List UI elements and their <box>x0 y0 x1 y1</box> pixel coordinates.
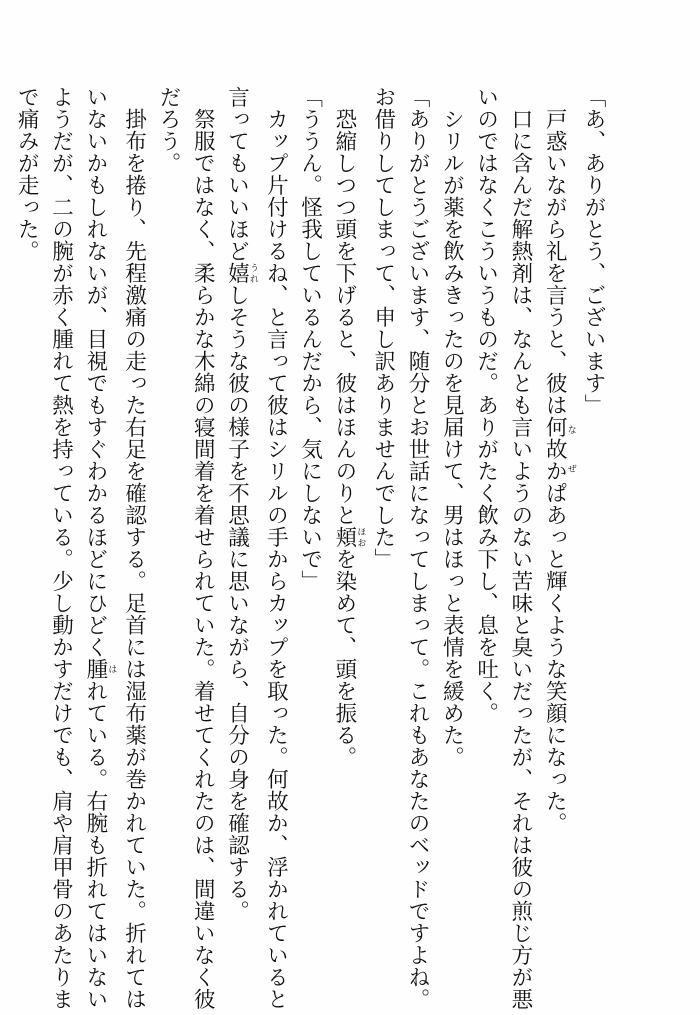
text-line-6: 「ありがとうございます、随分とお世話になってしまって。これもあなたのベッドですよね。 <box>405 86 431 1010</box>
text-line-5: シリルが薬を飲みきったのを見届けて、男はほっと表情を緩めた。 <box>439 86 465 768</box>
ruby-ha <box>82 658 117 680</box>
text-line-16: ようだが、二の腕が赤く腫れて熱を持っている。少し動かすだけでも、肩や肩甲骨のあたりま <box>48 86 74 1010</box>
text-line-2-a: 戸惑いながら礼を言うと、彼は <box>542 86 568 416</box>
text-line-11-b: しそうな彼の様子を不思議に思いながら、自分の身を確認する。 <box>224 284 250 922</box>
text-line-13: だろう。 <box>155 86 181 174</box>
text-line-15-b: れている。右腕も折れてはいない <box>82 680 108 1010</box>
ruby-hoo <box>331 526 366 548</box>
text-line-8 <box>327 86 366 956</box>
ruby-naze-reading: なぜ <box>565 416 576 482</box>
text-line-4: いのではなくこういうものだ。ありがたく飲み下し、息を吐く。 <box>473 86 499 724</box>
ruby-naze <box>542 416 576 482</box>
text-line-1: 「あ、ありがとう、ございます」 <box>581 86 606 416</box>
text-line-12: 祭服ではなく、柔らかな木綿の寝間着を着せられていた。着せてくれたのは、間違いなく彼 <box>190 86 216 1010</box>
text-line-15 <box>78 86 117 1010</box>
text-line-8-a: 恐縮しつつ頭を下げると、彼はほんのりと <box>331 86 357 526</box>
ruby-ure-reading: うれ <box>248 262 259 284</box>
text-line-10: カップ片付けるね、と言って彼はシリルの手からカップを取った。何故か、浮かれていると <box>263 86 289 1010</box>
text-line-3: 口に含んだ解熱剤は、なんとも言いようのない苦味と臭いだったが、それは彼の煎じ方が悪 <box>507 86 533 1010</box>
text-line-17: で痛みが走った。 <box>14 86 40 262</box>
text-line-9: 「ううん。怪我しているんだから、気にしないで」 <box>297 86 323 592</box>
ruby-naze-base: 何故か <box>542 416 568 482</box>
ruby-ure <box>224 262 259 284</box>
ruby-ure-base: 嬉 <box>224 262 250 284</box>
ruby-hoo-base: 頬 <box>331 526 357 548</box>
ruby-ha-reading: は <box>106 658 117 680</box>
text-line-7: お借りしてしまって、申し訳ありませんでした」 <box>370 86 396 570</box>
text-line-11-a: 言ってもいいほど <box>224 86 250 262</box>
text-line-15-a: いないかもしれないが、目視でもすぐわかるほどにひどく <box>82 86 108 658</box>
text-line-11 <box>219 86 258 956</box>
text-line-14: 掛布を捲り、先程激痛の走った右足を確認する。足首には湿布薬が巻かれていた。折れては <box>121 86 147 1010</box>
vertical-text-body <box>9 86 610 1010</box>
ruby-hoo-reading: ほお <box>355 526 366 548</box>
ruby-ha-base: 腫 <box>82 658 108 680</box>
text-line-2 <box>537 86 576 956</box>
text-line-2-b: ぱあっと輝くような笑顔になった。 <box>542 482 568 834</box>
text-line-8-b: を染めて、頭を振る。 <box>331 548 357 768</box>
